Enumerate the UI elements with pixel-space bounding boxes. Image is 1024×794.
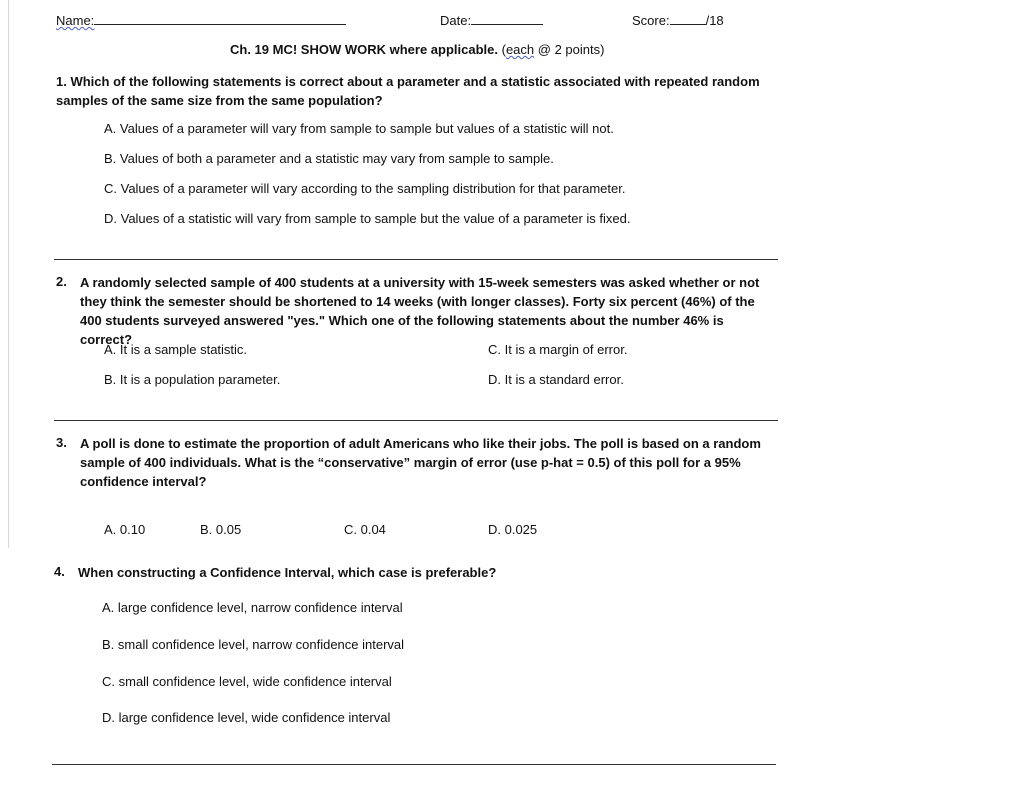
q1-option-d[interactable]: D. Values of a statistic will vary from sample to sample but the value of a parameter is fixed. — [104, 211, 631, 226]
page-title — [230, 42, 604, 57]
q2-option-c[interactable]: C. It is a margin of error. — [488, 342, 628, 357]
score-blank[interactable] — [670, 12, 706, 25]
score-field[interactable] — [632, 12, 724, 28]
score-label: Score: — [632, 13, 670, 28]
question-4-text: When constructing a Confidence Interval, which case is preferable? — [78, 565, 497, 580]
q3-option-c[interactable]: C. 0.04 — [344, 522, 386, 537]
question-1-body: Which of the following statements is correct about a parameter and a statistic associated with repeated random samples of the same size from the same population? — [56, 74, 760, 108]
q4-option-b[interactable]: B. small confidence level, narrow confidence interval — [102, 637, 405, 652]
date-field[interactable] — [440, 12, 543, 28]
question-4-number: 4. — [54, 564, 65, 579]
date-label: Date: — [440, 13, 472, 28]
q1-option-c[interactable]: C. Values of a parameter will vary according to the sampling distribution for that parameter. — [104, 181, 626, 196]
q1-option-b[interactable]: B. Values of both a parameter and a statistic may vary from sample to sample. — [104, 151, 554, 166]
q2-option-b[interactable]: B. It is a population parameter. — [104, 372, 281, 387]
q3-option-b[interactable]: B. 0.05 — [200, 522, 242, 537]
question-2-text: A randomly selected sample of 400 students at a university with 15-week semesters was asked whether or not they think the semester should be shortened to 14 weeks (with longer classes). Forty six percent (46%) of the 400 students surveyed answered "yes." Which one of the following statements about the number 46% is correct? — [80, 275, 760, 347]
title-points: @ 2 points) — [534, 42, 605, 57]
question-3-text: A poll is done to estimate the proportion of adult Americans who like their jobs. The poll is based on a random sample of 400 individuals. What is the “conservative” margin of error (use p-hat = 0.5) of this poll for a 95% confidence interval? — [80, 436, 761, 489]
name-label: Name: — [56, 13, 95, 28]
name-blank[interactable] — [94, 12, 346, 25]
q2-option-a[interactable]: A. It is a sample statistic. — [104, 342, 248, 357]
title-paren-open: ( — [501, 42, 506, 57]
divider-2 — [54, 420, 778, 421]
q4-option-d[interactable]: D. large confidence level, wide confidence interval — [102, 710, 391, 725]
score-total: /18 — [705, 13, 724, 28]
q1-option-a[interactable]: A. Values of a parameter will vary from sample to sample but values of a statistic will not. — [104, 121, 614, 136]
q3-option-d[interactable]: D. 0.025 — [488, 522, 538, 537]
question-1-text — [56, 72, 776, 110]
question-1-number: 1. — [56, 74, 67, 89]
divider-3 — [52, 764, 776, 765]
q3-option-a[interactable]: A. 0.10 — [104, 522, 146, 537]
q4-option-a[interactable]: A. large confidence level, narrow confidence interval — [102, 600, 403, 615]
title-each: each — [505, 42, 535, 57]
divider-1 — [54, 259, 778, 260]
page-margin-line — [8, 0, 9, 548]
date-blank[interactable] — [471, 12, 543, 25]
question-3-number: 3. — [56, 435, 67, 450]
q4-option-c[interactable]: C. small confidence level, wide confidence interval — [102, 674, 392, 689]
question-2-number: 2. — [56, 274, 67, 289]
title-main: Ch. 19 MC! SHOW WORK where applicable. — [230, 42, 498, 57]
q2-option-d[interactable]: D. It is a standard error. — [488, 372, 624, 387]
name-field[interactable] — [56, 12, 346, 28]
